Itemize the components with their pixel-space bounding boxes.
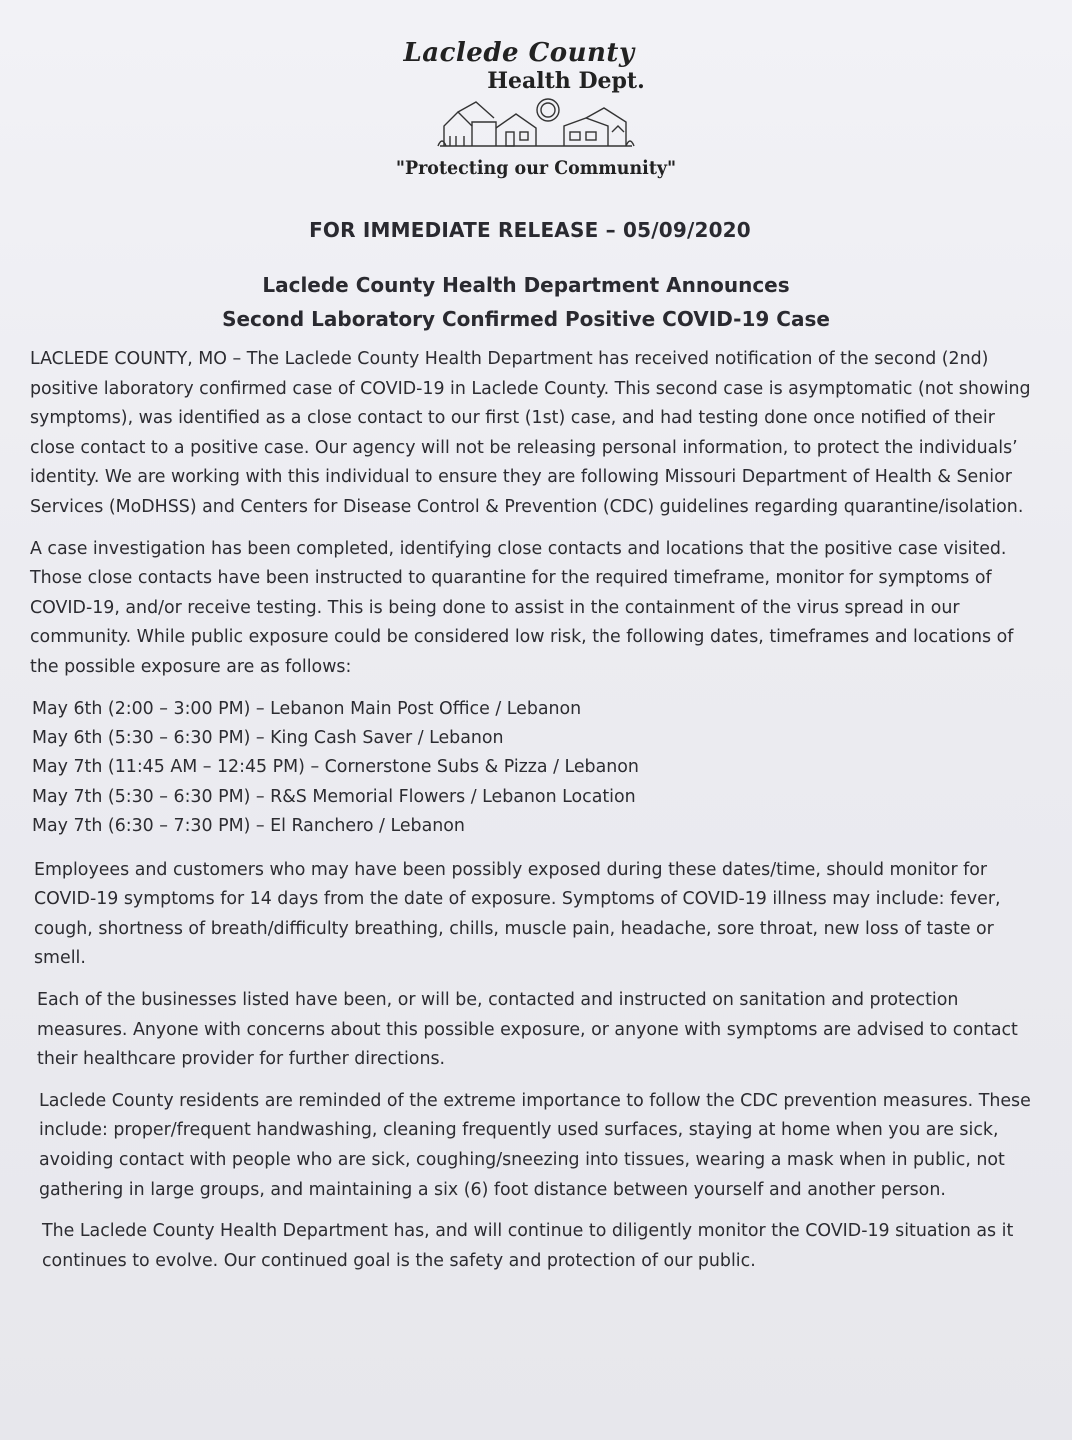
logo-dept-name: Health Dept. [487, 68, 645, 94]
exposure-item: May 7th (5:30 – 6:30 PM) – R&S Memorial Flowers / Lebanon Location [32, 786, 636, 807]
exposure-item: May 7th (11:45 AM – 12:45 PM) – Cornerstone Subs & Pizza / Lebanon [32, 757, 639, 778]
paragraph-announcement: LACLEDE COUNTY, MO – The Laclede County Health Department has received notification of the second (2nd) positive laboratory confirmed case of COVID-19 in Laclede County. This second case is asymptomatic (not showing symptoms), was identified as a close contact to our first (1st) case, and had testing done once notified of their close contact to a positive case. Our agency will not be releasing personal information, to protect the individuals’ identity. We are working with this individual to ensure they are following Missouri Department of Health & Senior Services (MoDHSS) and Centers for Disease Control & Prevention (CDC) guidelines regarding quarantine/isolation. [30, 349, 1031, 517]
paragraph-prevention: Laclede County residents are reminded of the extreme importance to follow the CDC prevention measures. These include: proper/frequent handwashing, cleaning frequently used surfaces, staying at home when you are sick, avoiding contact with people who are sick, coughing/sneezing into tissues, wearing a mask when in public, not gathering in large groups, and maintaining a six (6) foot distance between yourself and another person. [39, 1090, 1031, 1200]
headline [0, 268, 1052, 336]
exposure-item: May 6th (5:30 – 6:30 PM) – King Cash Saver / Lebanon [32, 727, 504, 748]
paragraph-symptoms: Employees and customers who may have been possibly exposed during these dates/time, should monitor for COVID-19 symptoms for 14 days from the date of exposure. Symptoms of COVID-19 illness may include: fever, cough, shortness of breath/difficulty breathing, chills, muscle pain, headache, sore throat, new loss of taste or smell. [34, 859, 1001, 969]
paragraph-businesses: Each of the businesses listed have been, or will be, contacted and instructed on sanitation and protection measures. Anyone with concerns about this possible exposure, or anyone with symptoms are advised to contact their healthcare provider for further directions. [37, 989, 1018, 1070]
paragraph-closing: The Laclede County Health Department has, and will continue to diligently monitor the COVID-19 situation as it continues to evolve. Our continued goal is the safety and protection of our public. [42, 1221, 1014, 1271]
town-skyline-icon [436, 96, 636, 154]
health-dept-logo [0, 38, 1072, 180]
logo-org-name: Laclede County [403, 38, 635, 68]
headline-line-1: Laclede County Health Department Announces [262, 273, 790, 297]
exposure-item: May 6th (2:00 – 3:00 PM) – Lebanon Main Post Office / Lebanon [32, 698, 582, 719]
release-body [30, 345, 1035, 1288]
release-date-line: FOR IMMEDIATE RELEASE – 05/09/2020 [309, 218, 751, 242]
headline-line-2: Second Laboratory Confirmed Positive COVID-19 Case [222, 307, 830, 331]
exposure-item: May 7th (6:30 – 7:30 PM) – El Ranchero / Lebanon [32, 816, 465, 837]
paragraph-investigation: A case investigation has been completed, identifying close contacts and locations that the positive case visited. Those close contacts have been instructed to quarantine for the required timeframe, monitor for symptoms of COVID-19, and/or receive testing. This is being done to assist in the containment of the virus spread in our community. While public exposure could be considered low risk, the following dates, timeframes and locations of the possible exposure are as follows: [30, 538, 1014, 677]
exposure-list [32, 695, 1035, 842]
logo-tagline: "Protecting our Community" [395, 157, 677, 179]
